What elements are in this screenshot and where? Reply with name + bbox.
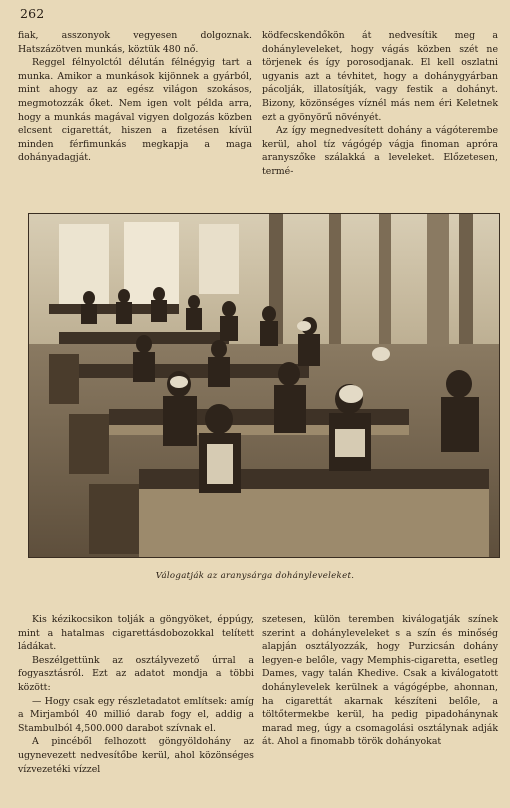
- paragraph: Kis kézikocsikon tolják a göngyöket, éppúgy, mint a hatalmas cigarettásdobozokkal telített ládákat.: [18, 614, 254, 653]
- factory-photo: [28, 213, 500, 558]
- page-number: 262: [20, 6, 45, 21]
- text-column-bottom-right: [262, 613, 498, 749]
- photo-caption: Válogatják az aranysárga dohányleveleket.: [155, 571, 355, 581]
- paragraph: fiak, asszonyok vegyesen dolgoznak. Hatszázötven munkás, köztük 480 nő.: [18, 30, 252, 55]
- paragraph: szetesen, külön teremben kiválogatják színek szerint a dohányleveleket s a szín és minőség alapján osztályozzák, hogy Purzicsán dohány legyen-e belőle, vagy Memphis-cigaretta, esetleg Dames, vagy talán Khedive. Csak a kiválogatott dohánylevelek kerülnek a vágógépbe, ahonnan, ha cigarettát akarnak készíteni belőle, a töltőtermekbe kerül, ha pedig pipadohánynak marad meg, úgy a csomagolási osztálynak adják át. Ahol a finomabb török dohányokat: [262, 614, 498, 748]
- paragraph: Az így megnedvesített dohány a vágóterembe kerül, ahol tíz vágógép vágja finoman apróra aranyszőke szálakká a leveleket. Előzetesen, termé-: [262, 125, 498, 177]
- paragraph: — Hogy csak egy részletadatot említsek: amíg a Mirjamból 40 millió darab fogy el, addig a Stambulból 4,500.000 darabot szívnak el.: [18, 695, 254, 734]
- text-column-top-right: [262, 29, 498, 179]
- paragraph: ködfecskendőkön át nedvesítik meg a dohányleveleket, hogy vágás közben szét ne törjenek és így porosodjanak. El kell oszlatni ugyanis azt a tévhitet, hogy a dohánygyárban pácolják, illatosítják, vagy festik a dohányt. Bizony, közönséges víznél más nem éri Keletnek ezt a gyönyörű növényét.: [262, 30, 498, 123]
- paragraph: Beszélgettünk az osztályvezető úrral a fogyasztásról. Ezt az adatot mondja a többi között:: [18, 654, 254, 693]
- paragraph: Reggel félnyolctól délután félnégyig tart a munka. Amikor a munkások kijönnek a gyárból, mint ahogy az az egész világon szokásos, megmotozzák őket. Nem igen volt példa arra, hogy a munkás magával vigyen dolgozás közben elcsent cigarettát, hiszen a fizetésen kívül minden férfimunkás megkapja a maga dohányadagját.: [18, 57, 252, 164]
- factory-workers-sorting-tobacco-photo: [29, 214, 499, 557]
- text-column-top-left: [18, 29, 252, 165]
- text-column-bottom-left: [18, 613, 254, 776]
- paragraph: A pincéből felhozott göngyöldohány az ugynevezett nedvesítőbe kerül, ahol közönséges vízvezetéki vízzel: [18, 736, 254, 775]
